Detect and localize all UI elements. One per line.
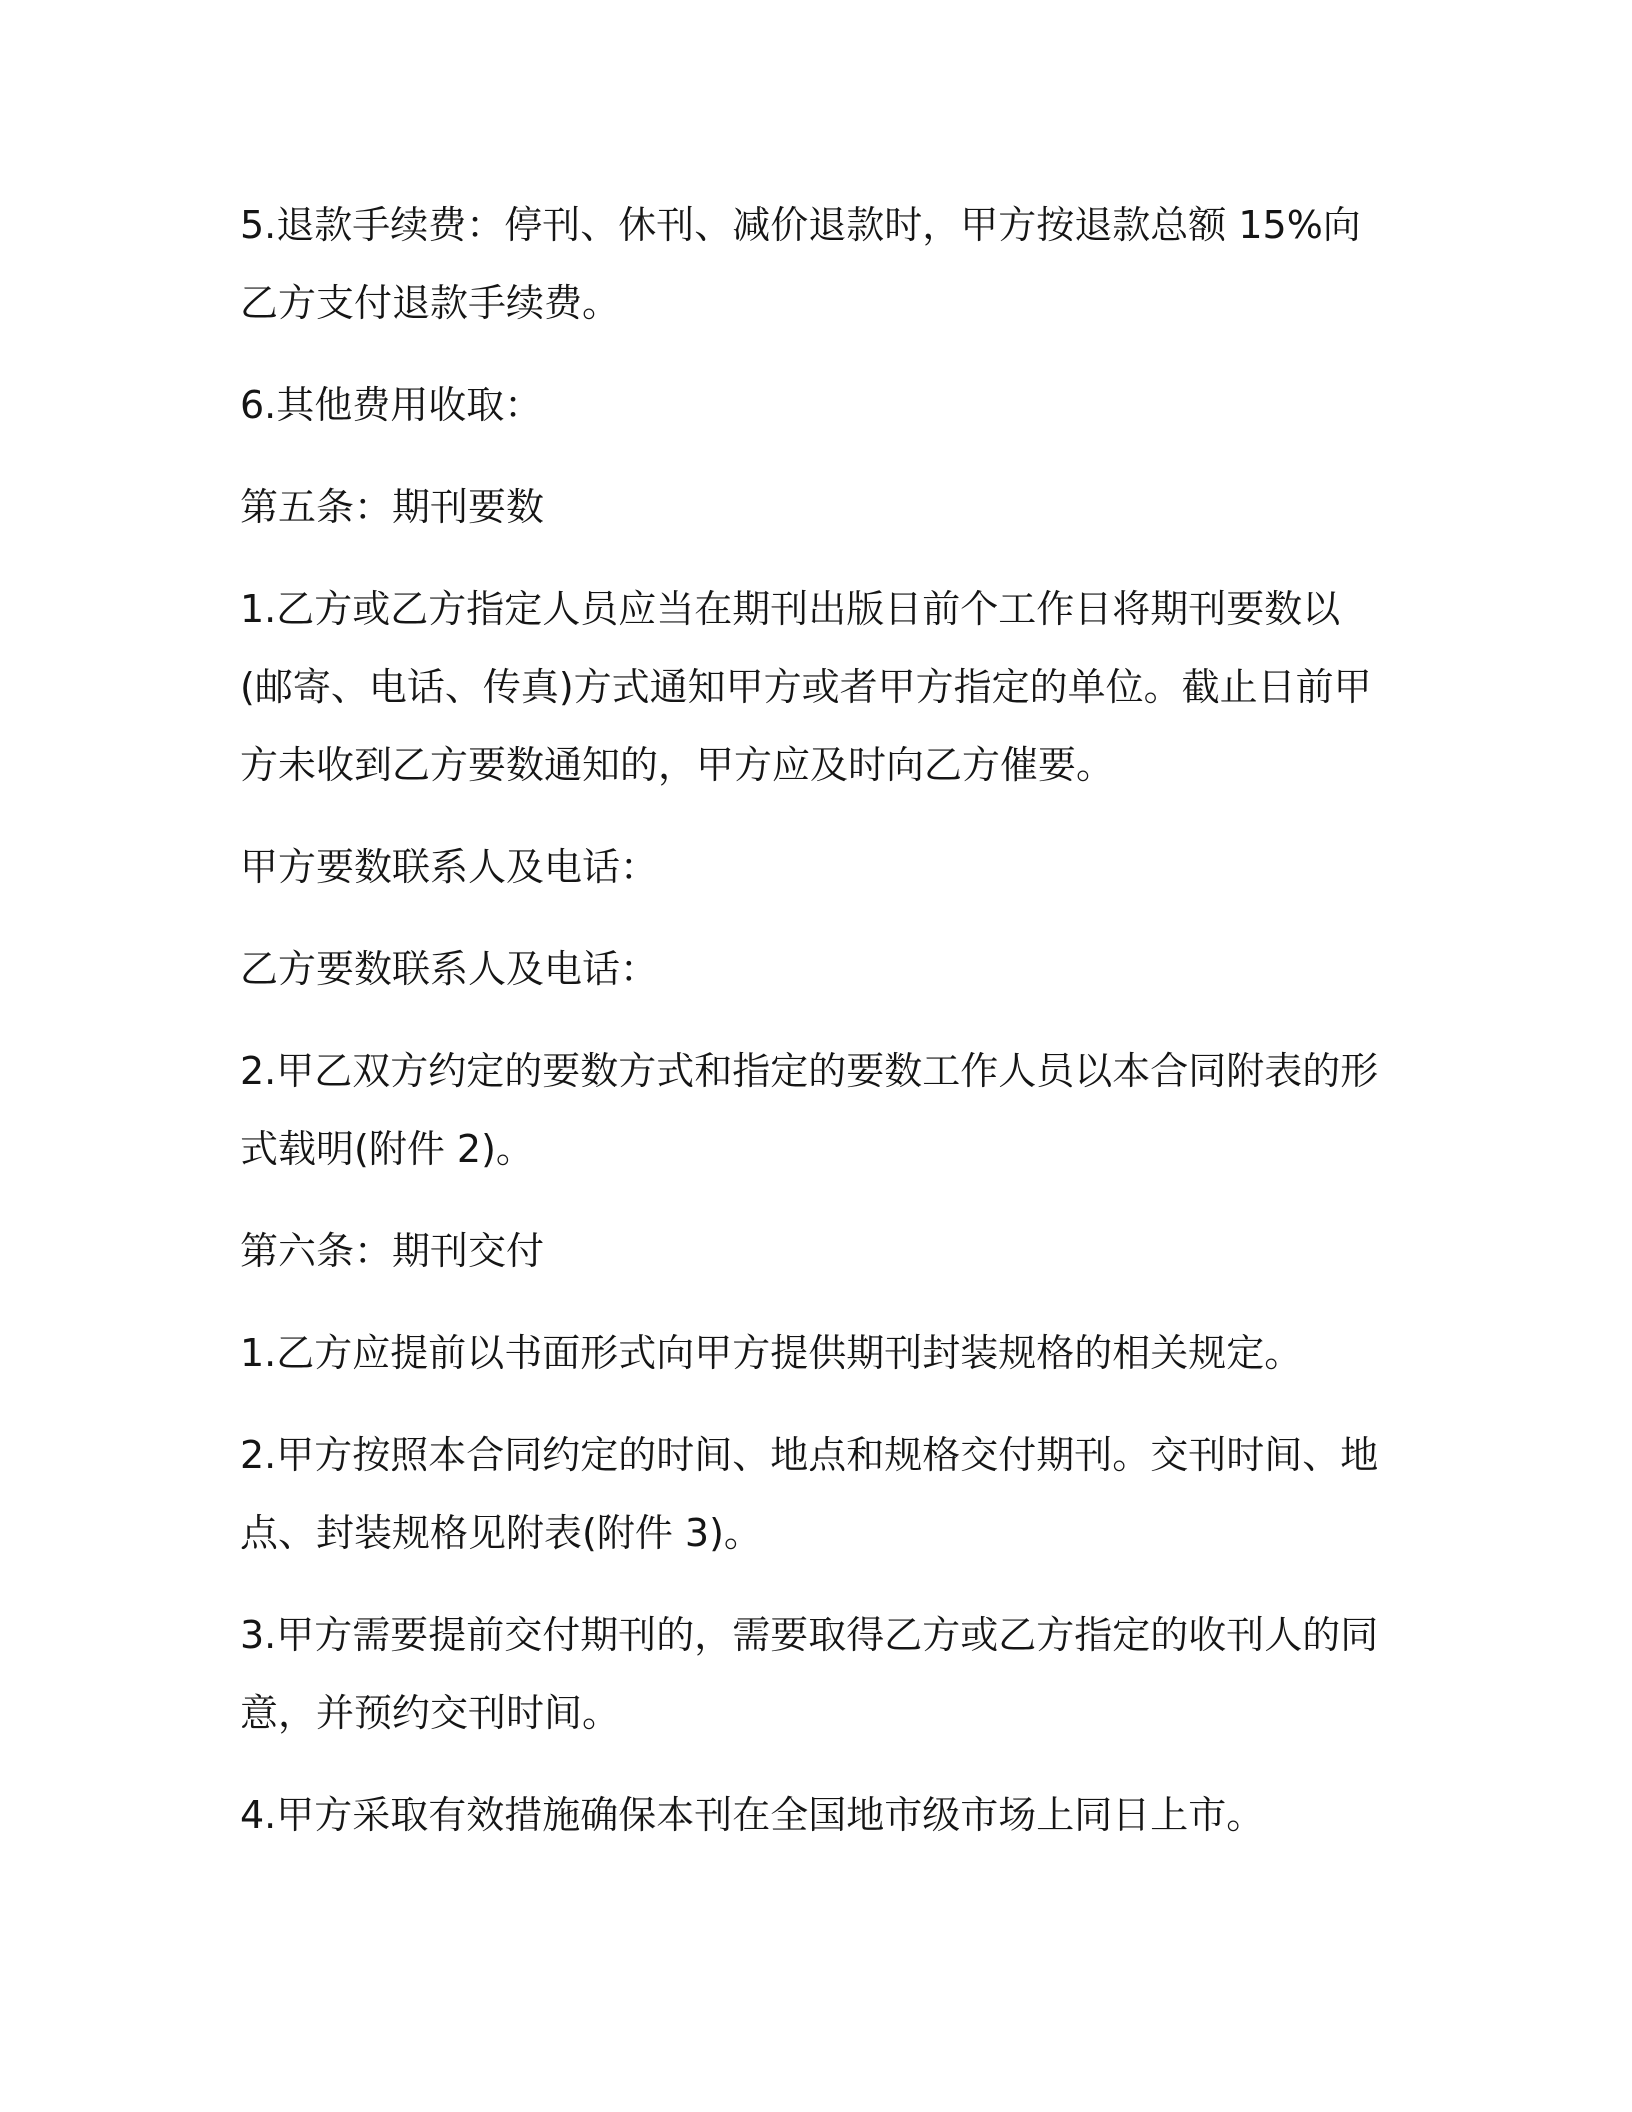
party-b-contact: 乙方要数联系人及电话： bbox=[240, 947, 659, 991]
paragraph-order-method: 2.甲乙双方约定的要数方式和指定的要数工作人员以本合同附表的形式载明(附件 2)。 bbox=[240, 1049, 1379, 1171]
party-a-contact: 甲方要数联系人及电话： bbox=[240, 845, 659, 889]
paragraph-order-notice: 1.乙方或乙方指定人员应当在期刊出版日前个工作日将期刊要数以(邮寄、电话、传真)方式通知甲方或者甲方指定的单位。截止日前甲方未收到乙方要数通知的，甲方应及时向乙方催要。 bbox=[240, 587, 1372, 787]
paragraph-early-delivery: 3.甲方需要提前交付期刊的，需要取得乙方或乙方指定的收刊人的同意，并预约交刊时间。 bbox=[240, 1613, 1379, 1735]
paragraph-refund-fee: 5.退款手续费：停刊、休刊、减价退款时，甲方按退款总额 15%向乙方支付退款手续费。 bbox=[240, 203, 1361, 325]
paragraph-packaging-spec: 1.乙方应提前以书面形式向甲方提供期刊封装规格的相关规定。 bbox=[240, 1331, 1303, 1375]
paragraph-same-day-release: 4.甲方采取有效措施确保本刊在全国地市级市场上同日上市。 bbox=[240, 1793, 1265, 1837]
paragraph-delivery-terms: 2.甲方按照本合同约定的时间、地点和规格交付期刊。交刊时间、地点、封装规格见附表(附件 3)。 bbox=[240, 1433, 1379, 1555]
paragraph-other-fees: 6.其他费用收取： bbox=[240, 383, 543, 427]
article-five-heading: 第五条：期刊要数 bbox=[240, 485, 545, 529]
document-body bbox=[240, 186, 1390, 1878]
article-six-heading: 第六条：期刊交付 bbox=[240, 1229, 545, 1273]
